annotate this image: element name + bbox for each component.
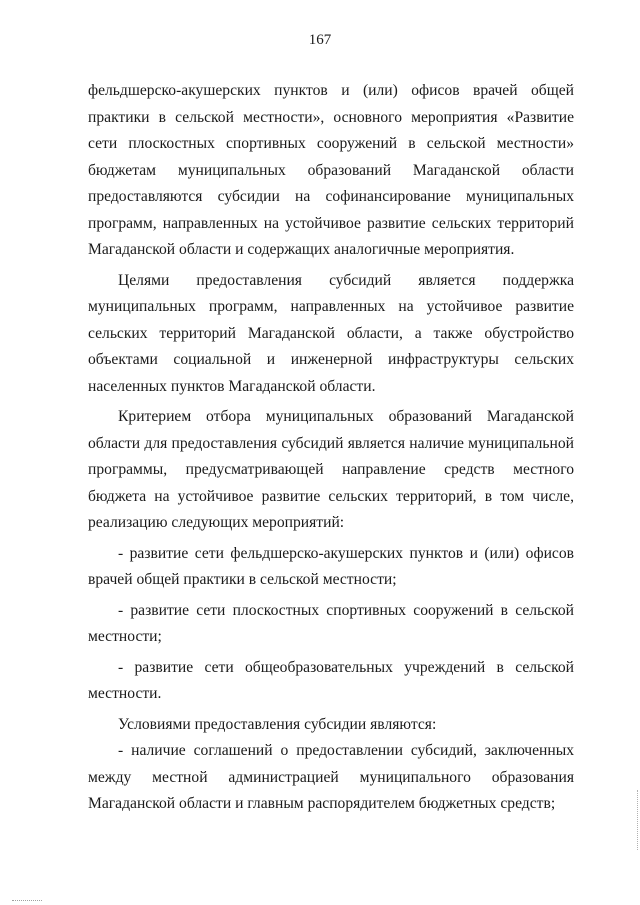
scan-corner-mark — [12, 899, 42, 901]
list-item-agreements: - наличие соглашений о предоставлении субсидий, заключенных между местной администрацией муниципального образования Магаданской области и главным распорядителем бюджетных средств; — [88, 742, 574, 812]
paragraph-goals: Целями предоставления субсидий является поддержка муниципальных программ, направленных на устойчивое развитие сельских территорий Магаданской области, а также обустройство объектами социальной и инженерной инфраструктуры сельских населенных пунктов Магаданской области. — [88, 271, 574, 395]
paragraph-criteria: Критерием отбора муниципальных образований Магаданской области для предоставления субсидий является наличие муниципальной программы, предусматривающей направление средств местного бюджета на устойчивое развитие сельских территорий, в том числе, реализацию следующих мероприятий: — [88, 408, 574, 531]
page-number: 167 — [308, 32, 332, 48]
paragraph-conditions: Условиями предоставления субсидии являются: — [118, 715, 437, 733]
scan-edge-mark — [635, 790, 638, 850]
paragraph-continuation: фельдшерско-акушерских пунктов и (или) офисов врачей общей практики в сельской местности», основного мероприятия «Развитие сети плоскостных спортивных сооружений в сельской местности» бюджетам муниципальных образований Магаданской области предоставляются субсидии на софинансирование муниципальных программ, направленных на устойчивое развитие сельских территорий Магаданской области и содержащих аналогичные мероприятия. — [88, 82, 574, 258]
list-item-sports-facilities: - развитие сети плоскостных спортивных сооружений в сельской местности; — [88, 601, 574, 645]
document-body — [88, 78, 574, 818]
list-item-feldsher-points: - развитие сети фельдшерско-акушерских пунктов и (или) офисов врачей общей практики в сельской местности; — [88, 544, 574, 588]
list-item-schools: - развитие сети общеобразовательных учреждений в сельской местности. — [88, 658, 574, 702]
